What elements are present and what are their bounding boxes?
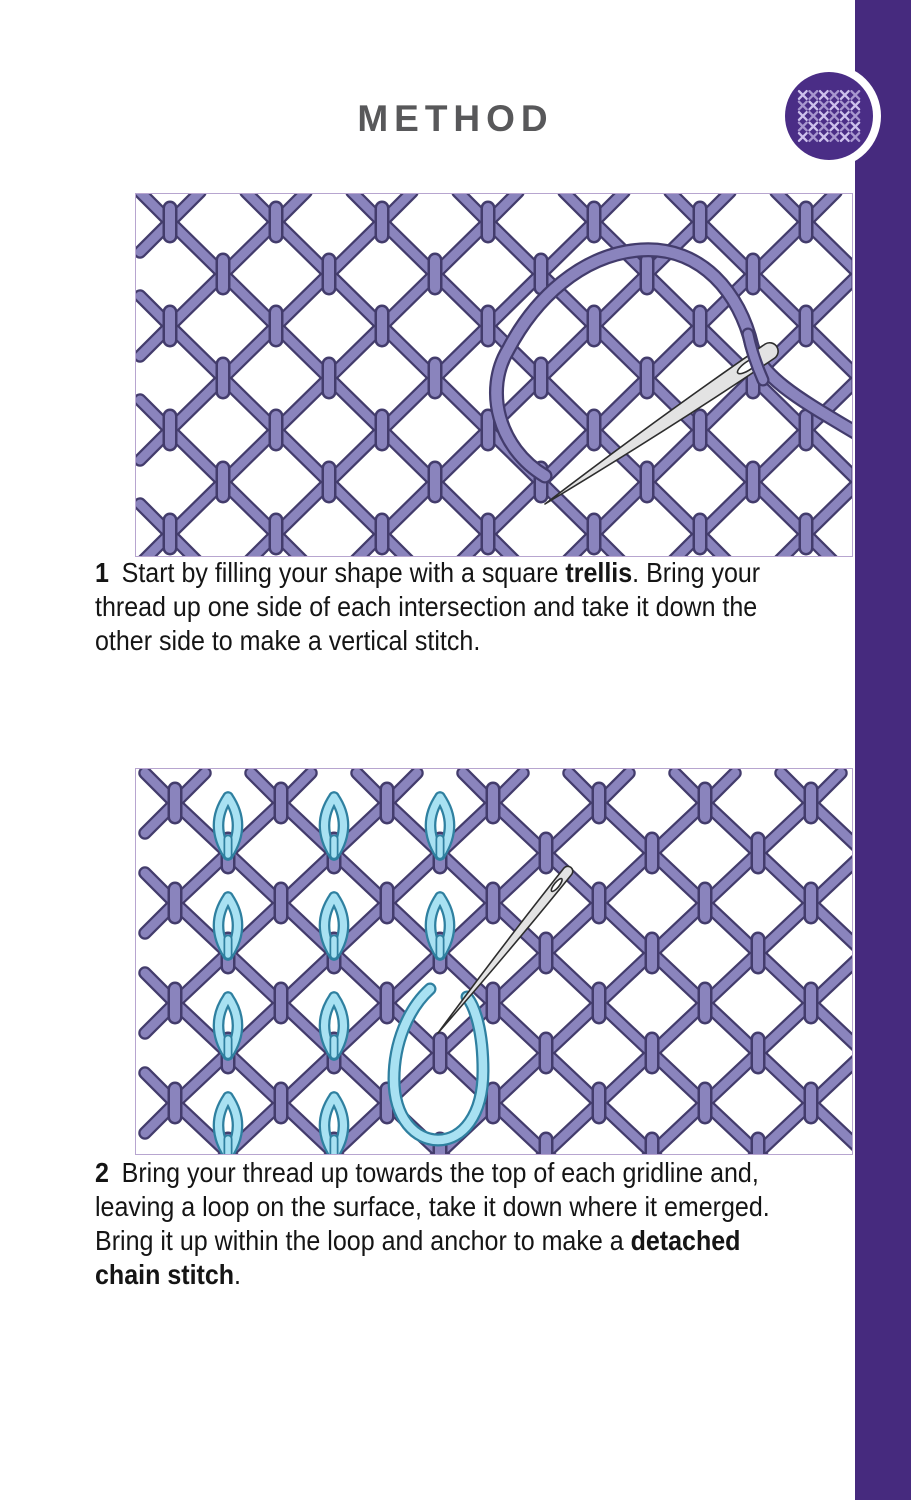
step-number: 1 <box>95 557 109 588</box>
trellis-step2-figure <box>135 768 853 1155</box>
detached-chain-illustration <box>136 769 852 1154</box>
step-text-line: 2 Bring your thread up towards the top of each gridline and, <box>95 1157 759 1188</box>
step-text-line: thread up one side of each intersection and take it down the <box>95 591 758 622</box>
step-2-instruction <box>95 1156 835 1292</box>
purple-edge-strip <box>855 0 911 1500</box>
step-number: 2 <box>95 1157 109 1188</box>
step-text-line: Bring it up within the loop and anchor to make a detached <box>95 1225 741 1256</box>
step-2-text <box>95 1156 768 1292</box>
trellis-step1-figure <box>135 193 853 557</box>
step-text-line: chain stitch. <box>95 1259 242 1290</box>
step-text-line: 1 Start by filling your shape with a square trellis. Bring your <box>95 557 761 588</box>
step-1-instruction <box>95 556 835 658</box>
trellis-needle-illustration <box>136 194 852 556</box>
step-text-line: other side to make a vertical stitch. <box>95 625 481 656</box>
step-1-text <box>95 556 768 658</box>
page-title: METHOD <box>357 98 554 139</box>
step-text-line: leaving a loop on the surface, take it down where it emerged. <box>95 1191 770 1222</box>
